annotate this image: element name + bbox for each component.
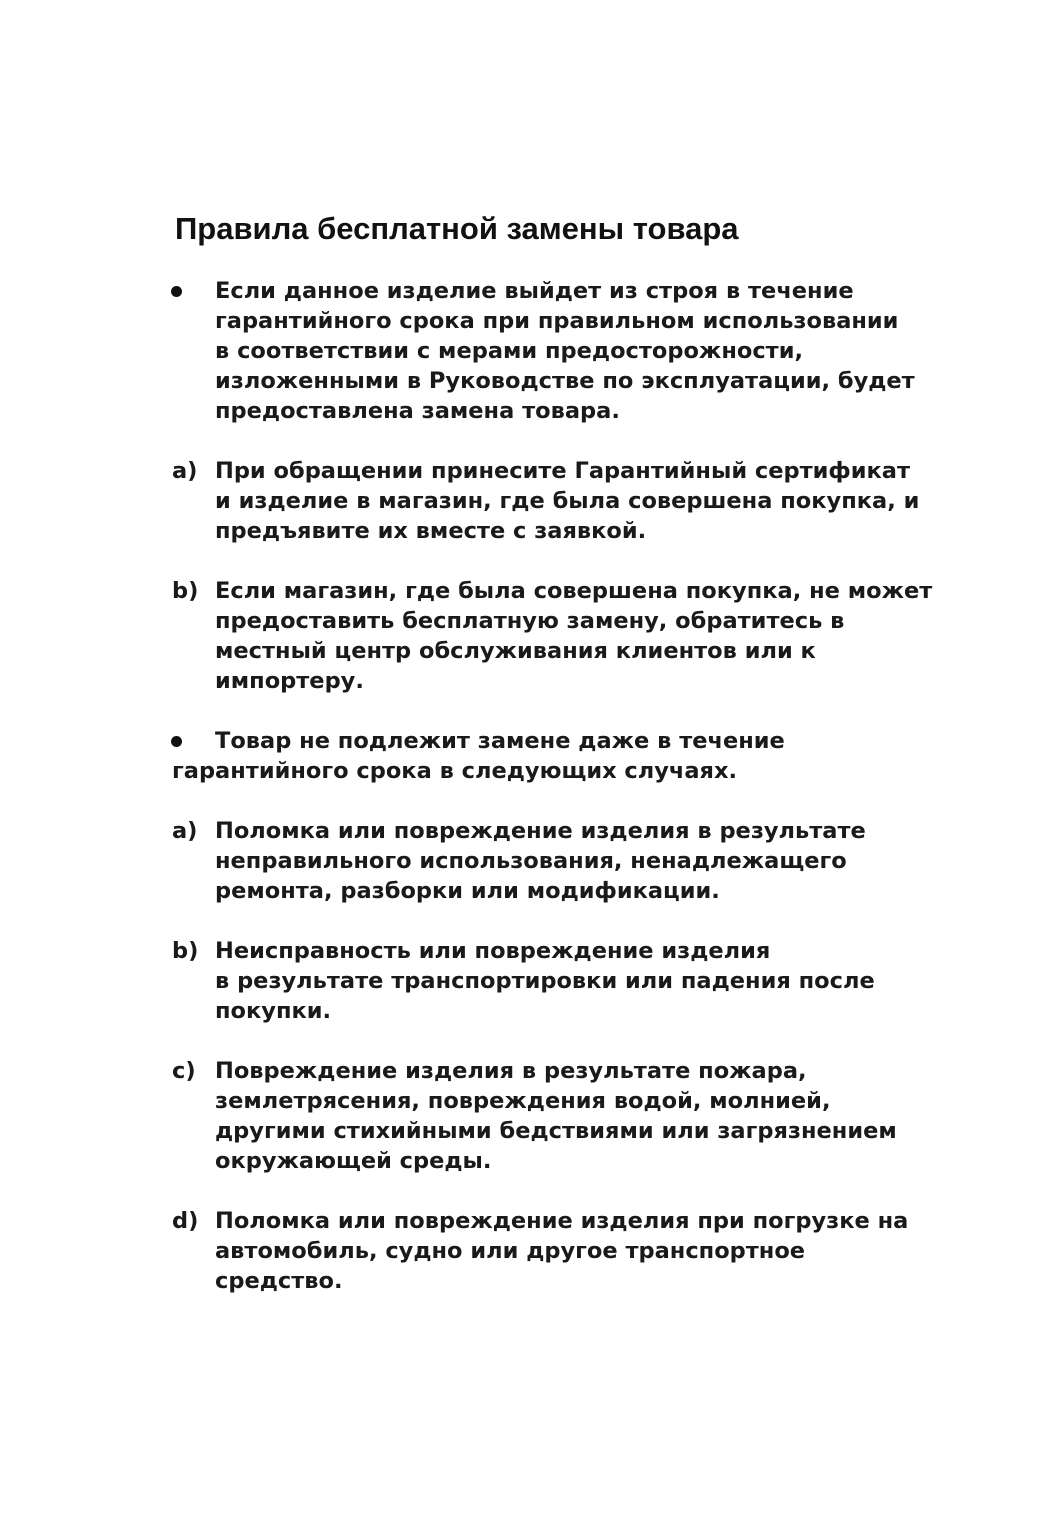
text-line: и изделие в магазин, где была совершена покупка, и: [215, 488, 920, 514]
text-line: в соответствии с мерами предосторожности,: [215, 338, 804, 364]
list-item-text: [215, 1056, 905, 1176]
text-line: в результате транспортировки или падения после: [215, 968, 875, 994]
text-line: Неисправность или повреждение изделия: [215, 938, 771, 964]
text-line: импортеру.: [215, 668, 364, 694]
list-marker: a): [172, 458, 198, 484]
list-marker: d): [172, 1208, 199, 1234]
text-line: неправильного использования, ненадлежащего: [215, 848, 847, 874]
text-line: местный центр обслуживания клиентов или к: [215, 638, 816, 664]
text-line: Товар не подлежит замене даже в течение: [215, 728, 785, 754]
text-line: предъявите их вместе с заявкой.: [215, 518, 647, 544]
text-line: покупки.: [215, 998, 332, 1024]
text-line: другими стихийными бедствиями или загрязнением: [215, 1118, 897, 1144]
list-item-text: [215, 936, 905, 1026]
text-line: ремонта, разборки или модификации.: [215, 878, 720, 904]
list-item-text: [172, 726, 905, 786]
text-line: Повреждение изделия в результате пожара,: [215, 1058, 807, 1084]
list-item-text: [215, 1206, 909, 1296]
text-line: Поломка или повреждение изделия в результате: [215, 818, 866, 844]
text-line: окружающей среды.: [215, 1148, 492, 1174]
list-item-text: [215, 576, 933, 696]
text-line: Если данное изделие выйдет из строя в течение: [215, 278, 854, 304]
text-line: Поломка или повреждение изделия при погрузке на: [215, 1208, 909, 1234]
page-title: Правила бесплатной замены товара: [175, 211, 739, 246]
list-item-text: [215, 276, 915, 426]
list-marker: b): [172, 938, 199, 964]
list-marker: a): [172, 818, 198, 844]
list-item-text: [215, 456, 920, 546]
list-marker: c): [172, 1058, 196, 1084]
list-item-text: [215, 816, 905, 906]
list-marker: b): [172, 578, 199, 604]
text-line: гарантийного срока в следующих случаях.: [172, 758, 738, 784]
text-line: изложенными в Руководстве по эксплуатации, будет: [215, 368, 915, 394]
text-line: предоставлена замена товара.: [215, 398, 620, 424]
text-line: автомобиль, судно или другое транспортное: [215, 1238, 806, 1264]
text-line: землетрясения, повреждения водой, молнией,: [215, 1088, 831, 1114]
text-line: средство.: [215, 1268, 343, 1294]
text-line: Если магазин, где была совершена покупка, не может: [215, 578, 933, 604]
text-line: предоставить бесплатную замену, обратитесь в: [215, 608, 845, 634]
text-line: гарантийного срока при правильном использовании: [215, 308, 899, 334]
text-line: При обращении принесите Гарантийный сертификат: [215, 458, 911, 484]
